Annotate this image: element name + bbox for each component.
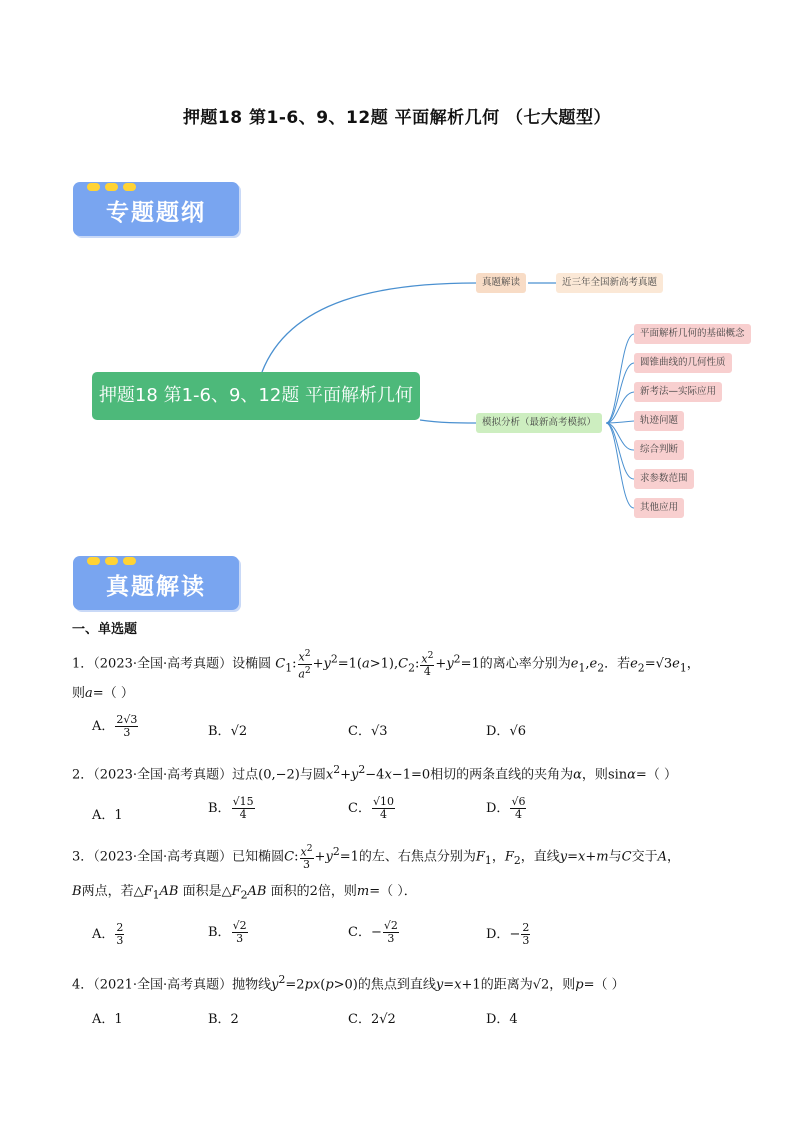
q3-option-c[interactable]: C．− $\frac{√2}{3}$ bbox=[348, 919, 398, 945]
q4-option-c[interactable]: C．2√2 bbox=[348, 1012, 396, 1027]
q1-option-a[interactable]: A． $\frac{2√3}{3}$ bbox=[92, 713, 138, 739]
q4-option-d[interactable]: D．4 bbox=[486, 1012, 518, 1027]
q1-option-b[interactable]: B．√2 bbox=[208, 724, 248, 739]
mindmap-central-node: 押题18 第1-6、9、12题 平面解析几何 bbox=[92, 372, 420, 420]
mindmap-leaf-3: 新考法—实际应用 bbox=[634, 382, 722, 402]
q4-option-b[interactable]: B．2 bbox=[208, 1012, 239, 1027]
mindmap-branch-real-exam: 真题解读 bbox=[476, 273, 526, 293]
mindmap-leaf-7: 其他应用 bbox=[634, 498, 684, 518]
q3-option-b[interactable]: B． $\frac{√2}{3}$ bbox=[208, 919, 247, 945]
q2-option-a[interactable]: A．1 bbox=[92, 808, 123, 823]
banner-label: 真题解读 bbox=[106, 574, 206, 600]
mindmap-leaf-5: 综合判断 bbox=[634, 440, 684, 460]
mindmap-leaf-4: 轨迹问题 bbox=[634, 411, 684, 431]
q3-option-a[interactable]: A． $\frac{2}{3}$ bbox=[92, 921, 124, 947]
q1-option-d[interactable]: D．√6 bbox=[486, 724, 526, 739]
q2-option-c[interactable]: C． $\frac{√10}{4}$ bbox=[348, 795, 394, 821]
q4-option-a[interactable]: A．1 bbox=[92, 1012, 123, 1027]
mindmap-leaf-1: 平面解析几何的基础概念 bbox=[634, 324, 751, 344]
banner-label: 专题题纲 bbox=[106, 200, 206, 226]
question-4: 4．（2021·全国·高考真题）抛物线$y^2=2px(p>0)$的焦点到直线y=x+1的距离为√2，则p=（ ） bbox=[72, 973, 625, 993]
question-3-line2: B两点，若$\triangle F_1AB$ 面积是$\triangle F_2AB$ 面积的2倍，则m=（ ）． bbox=[72, 884, 417, 902]
decorative-dots bbox=[87, 550, 141, 569]
page-title: 押题18 第1-6、9、12题 平面解析几何 （七大题型） bbox=[182, 108, 612, 128]
mindmap-leaf-recent-exams: 近三年全国新高考真题 bbox=[556, 273, 663, 293]
q1-option-c[interactable]: C．√3 bbox=[348, 724, 388, 739]
section-banner-real-exam bbox=[73, 556, 239, 610]
question-1-line2: 则a=（ ） bbox=[72, 686, 134, 701]
q2-option-d[interactable]: D． $\frac{√6}{4}$ bbox=[486, 795, 526, 821]
question-3: 3．（2023·全国·高考真题）已知椭圆C: $\frac{x^2}{3}$ $+y^2=1$的左、右焦点分别为$F_1$，$F_2$，直线y=x+m与C交于A， bbox=[72, 842, 680, 872]
mindmap-branch-mock: 模拟分析（最新高考模拟） bbox=[476, 413, 602, 433]
mindmap-leaf-2: 圆锥曲线的几何性质 bbox=[634, 353, 732, 373]
question-2: 2．（2023·全国·高考真题）过点(0,−2)与圆$x^2+y^2-4x-1=0$相切的两条直线的夹角为α，则sinα=（ ） bbox=[72, 763, 677, 783]
q3-option-d[interactable]: D．− $\frac{2}{3}$ bbox=[486, 921, 530, 947]
section-heading: 一、单选题 bbox=[72, 622, 138, 637]
mindmap-leaf-6: 求参数范围 bbox=[634, 469, 694, 489]
q2-option-b[interactable]: B． $\frac{√15}{4}$ bbox=[208, 795, 254, 821]
question-1: 1．（2023·全国·高考真题）设椭圆 $C_1$: $\frac{x^2}{a^2}$ $+y^2=1(a>1),C_2$: $\frac{x^2}{4}$ $+y^2=1$的离心率分别为$e_1,e_2$．若$e_2=√3e_1$， bbox=[72, 648, 700, 681]
